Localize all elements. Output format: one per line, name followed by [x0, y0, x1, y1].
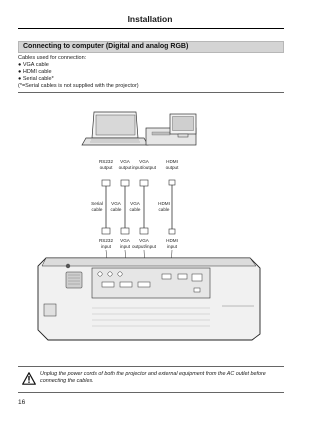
- label-hdmi-input-2: input: [167, 244, 177, 249]
- label-vga-cable-a-1: VGA: [111, 201, 121, 206]
- vga-connection-2: [140, 180, 148, 234]
- label-vga-cable-a-2: cable: [110, 207, 122, 212]
- cable-item-vga: ● VGA cable: [18, 62, 49, 68]
- label-rs232-input-1: RS232: [98, 238, 114, 243]
- projector-illustration: [38, 258, 260, 340]
- connection-diagram: [18, 108, 284, 366]
- label-vga-output-1: VGA: [120, 159, 130, 164]
- label-vga-input-1: VGA: [120, 238, 130, 243]
- laptop-illustration: [82, 112, 148, 145]
- warning-divider-bottom: [18, 392, 284, 393]
- label-hdmi-output-1: HDMI: [166, 159, 178, 164]
- serial-connection: [102, 180, 110, 234]
- desktop-computer-illustration: [146, 114, 196, 145]
- label-vga-cable-b-2: cable: [129, 207, 141, 212]
- label-vga-inout-2: input/output: [131, 165, 157, 170]
- warning-triangle-icon: [22, 372, 36, 385]
- label-vga-outin-2: output/input: [131, 244, 157, 249]
- label-hdmi-cable-1: HDMI: [158, 201, 170, 206]
- label-serial-cable-1: Serial: [91, 201, 103, 206]
- cable-item-hdmi: ● HDMI cable: [18, 69, 52, 75]
- warning-text: Unplug the power cords of both the projector and external equipment from the AC outlet before connecting the cables.: [40, 371, 266, 384]
- warning-divider-top: [18, 366, 284, 367]
- label-rs232-output-2: output: [99, 165, 113, 170]
- label-rs232-output-1: RS232: [98, 159, 114, 164]
- cables-list: [18, 55, 284, 90]
- page-number: 16: [18, 399, 26, 406]
- vga-connection-1: [121, 180, 129, 234]
- page-title: Installation: [127, 14, 173, 24]
- section-heading-bar: [18, 41, 284, 53]
- label-hdmi-output-2: output: [165, 165, 179, 170]
- cable-item-serial: ● Serial cable*: [18, 76, 54, 82]
- label-rs232-input-2: input: [101, 244, 111, 249]
- header-divider: [18, 28, 284, 29]
- label-serial-cable-2: cable: [91, 207, 103, 212]
- label-hdmi-input-1: HDMI: [166, 238, 178, 243]
- cables-divider: [18, 92, 284, 93]
- label-vga-inout-1: VGA: [139, 159, 149, 164]
- label-vga-outin-1: VGA: [139, 238, 149, 243]
- label-vga-cable-b-1: VGA: [130, 201, 140, 206]
- label-hdmi-cable-2: cable: [158, 207, 170, 212]
- section-title: Connecting to computer (Digital and analog RGB): [23, 43, 189, 50]
- cables-footnote: (*=Serial cables is not supplied with the projector): [18, 83, 139, 89]
- cables-intro: Cables used for connection:: [18, 55, 87, 61]
- label-vga-input-2: input: [120, 244, 130, 249]
- label-vga-output-2: output: [118, 165, 132, 170]
- hdmi-connection: [169, 180, 175, 234]
